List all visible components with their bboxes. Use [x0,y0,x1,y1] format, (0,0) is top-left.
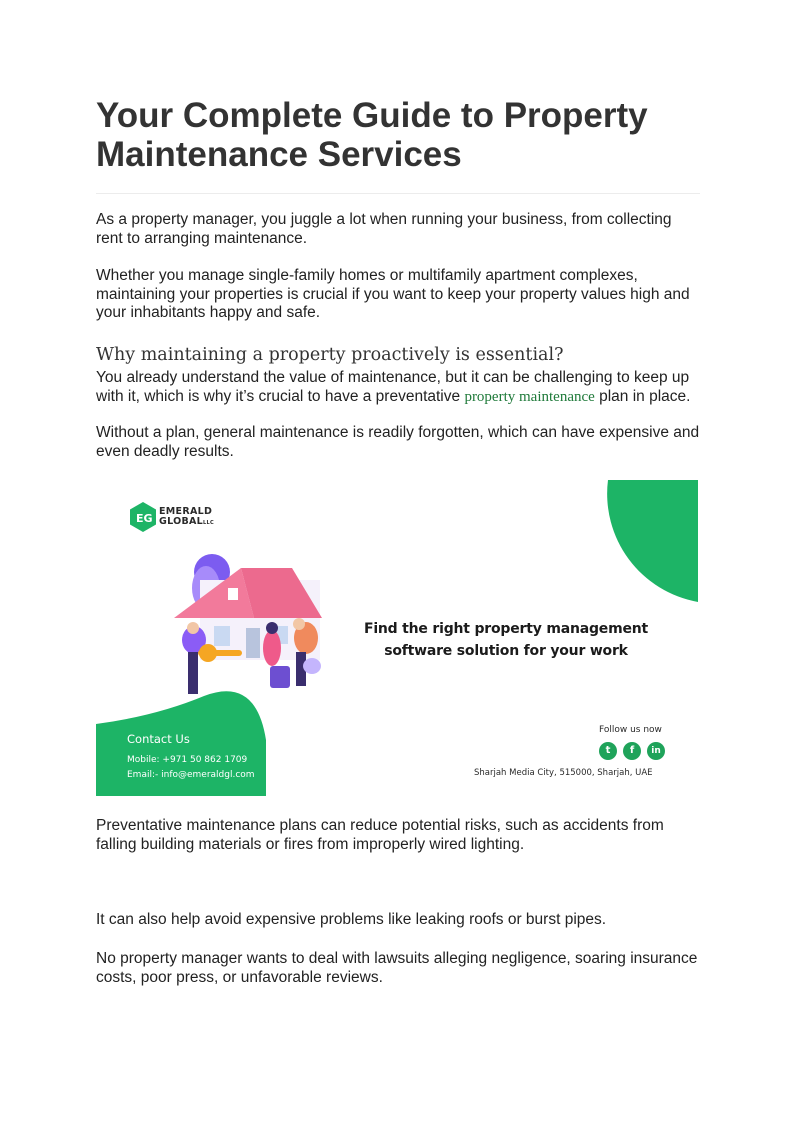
facebook-icon[interactable]: f [623,742,641,760]
logo-line-1: EMERALD [159,506,213,517]
property-maintenance-link[interactable]: property maintenance [464,388,595,405]
section-paragraph-1-start: You already understand the value of maintenance, but it can be challenging to keep up with it, which is why it’s crucial to have a preventative [96,369,690,405]
after-paragraph-1: Preventative maintenance plans can reduce potential risks, such as accidents from falling building materials or fires from improperly wired lighting. [96,817,664,853]
emerald-global-logo-icon [130,502,156,532]
follow-label: Follow us now [599,725,662,735]
logo-suffix: LLC [203,520,214,526]
intro-paragraph-1: As a property manager, you juggle a lot when running your business, from collecting rent to arranging maintenance. [96,211,672,247]
title-divider [96,193,700,194]
section-heading: Why maintaining a property proactively is essential? [96,345,564,365]
after-paragraph-3: No property manager wants to deal with lawsuits alleging negligence, soaring insurance costs, poor press, or unfavorable reviews. [96,950,698,986]
intro-paragraph-2: Whether you manage single-family homes or multifamily apartment complexes, maintaining your properties is crucial if you want to keep your property values high and your inhabitants happy and safe. [96,267,690,321]
headline-line-2: software solution for your work [384,643,628,659]
linkedin-icon[interactable]: in [647,742,665,760]
section-paragraph-1-end: plan in place. [594,387,691,405]
house-illustration-icon [174,554,322,694]
logo-line-2: GLOBALLLC [159,516,214,527]
section-paragraph-1 [96,369,700,406]
contact-mobile[interactable]: Mobile: +971 50 862 1709 [127,755,248,765]
twitter-icon[interactable]: t [599,742,617,760]
headline-line-1: Find the right property management [363,621,649,637]
contact-email[interactable]: Email:- info@emeraldgl.com [127,770,255,780]
after-paragraph-2: It can also help avoid expensive problems like leaking roofs or burst pipes. [96,911,607,928]
contact-block [127,732,255,783]
banner-headline [350,618,662,662]
company-address: Sharjah Media City, 515000, Sharjah, UAE [474,768,653,778]
section-paragraph-2: Without a plan, general maintenance is readily forgotten, which can have expensive and even deadly results. [96,424,700,460]
svg-text:EG: EG [136,512,153,525]
contact-title: Contact Us [127,732,190,746]
corner-shape-top-right [607,480,698,602]
page-title: Your Complete Guide to Property Maintenance Services [96,96,648,174]
promo-banner [96,480,698,796]
brand-logo [159,507,214,528]
